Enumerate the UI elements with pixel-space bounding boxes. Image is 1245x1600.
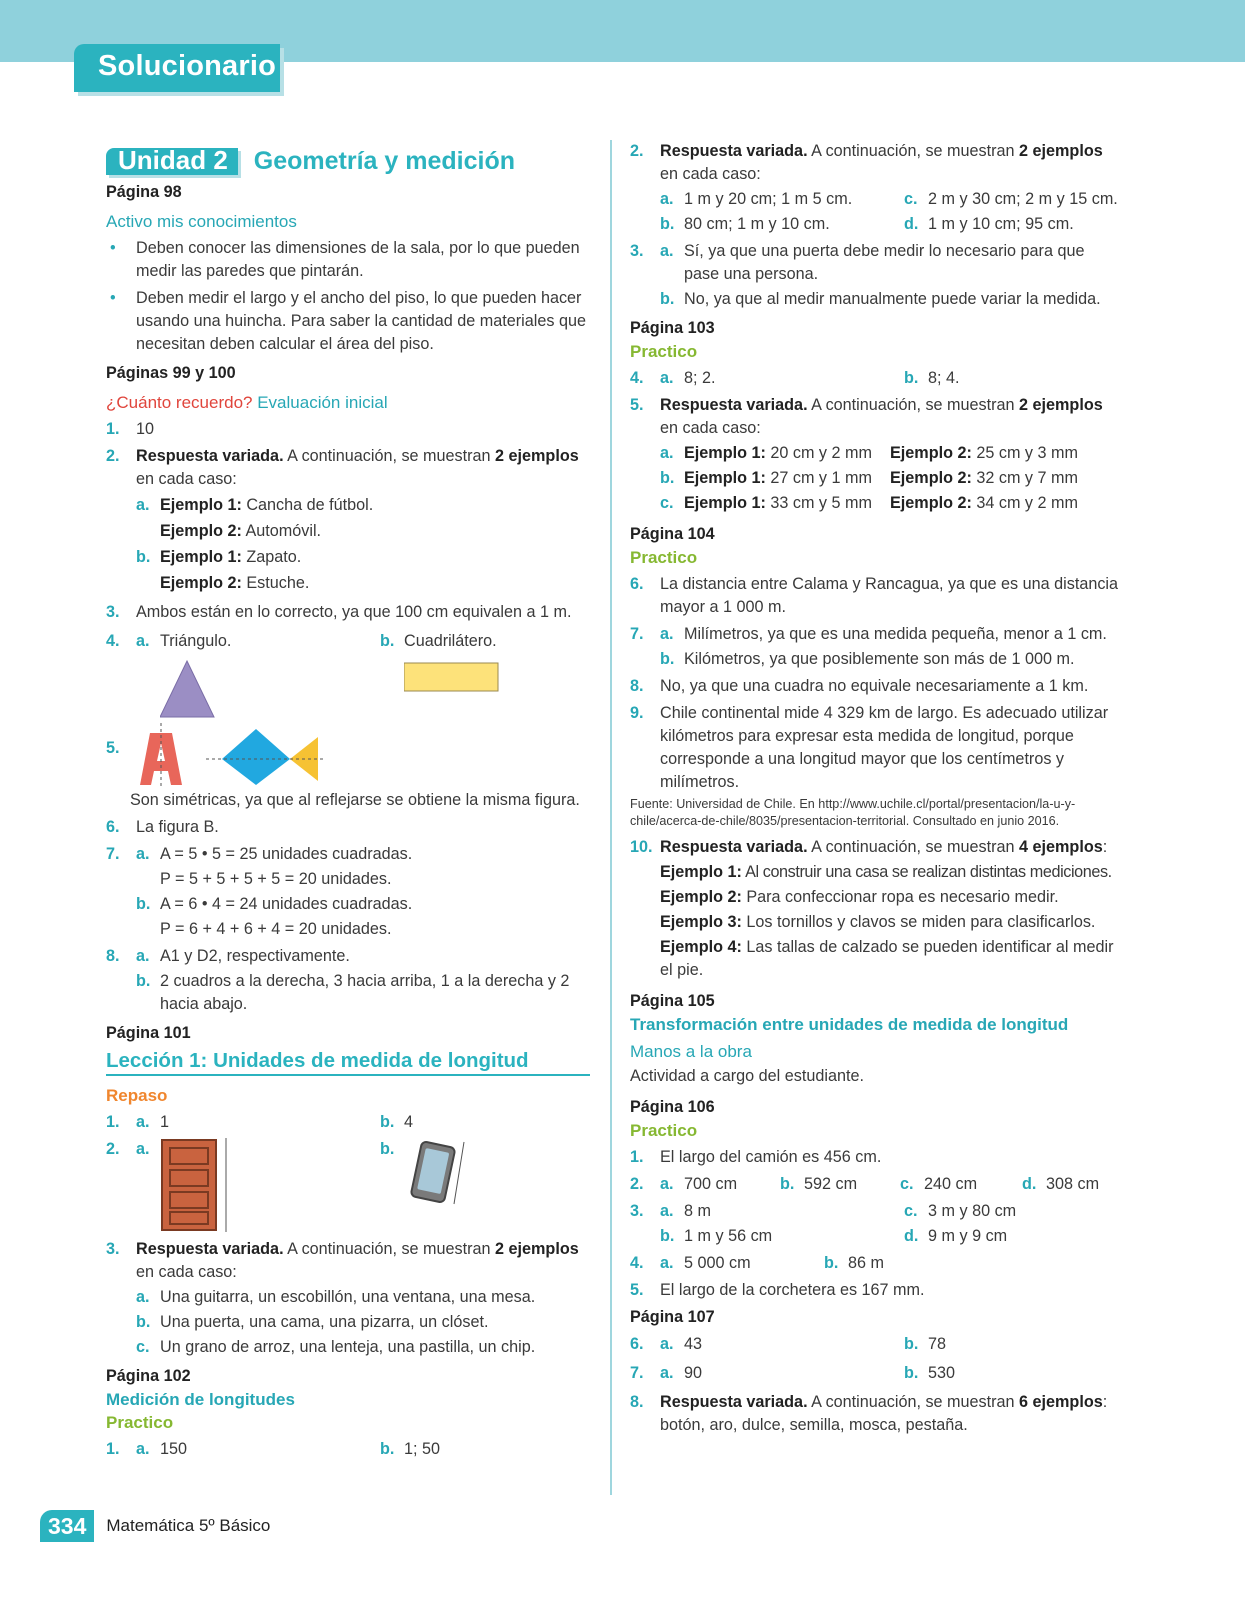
source-note: Fuente: Universidad de Chile. En http://www.uchile.cl/portal/presentacion/la-u-y-chile/acerca-de-chile/8035/presentacion-territorial. Consultado en junio 2016.	[630, 797, 1076, 828]
page-ref: Página 104	[630, 525, 715, 543]
sub-answer: a. 5 000 cm	[660, 1254, 751, 1272]
sub-answer: a. 1	[136, 1113, 170, 1131]
answer-item: 10. Respuesta variada. A continuación, se muestran 4 ejemplos: Ejemplo 1: Al construir una casa se realizan distintas mediciones. Ejemplo 2: Para confeccionar ropa es necesario medir. Ejemplo 3: Los tornillos y clavos se miden para clasificarlos. Ejemplo 4: Las tallas de calzado se pueden identificar al medir el pie.	[630, 836, 1120, 982]
answer-item: 8. Respuesta variada. A continuación, se muestran 6 ejemplos: botón, aro, dulce, semilla, mosca, pestaña.	[630, 1391, 1120, 1437]
answer-item: 3. Respuesta variada. A continuación, se muestran 2 ejemplos en cada caso: a. Una guitarra, un escobillón, una ventana, una mesa. b. Una puerta, una cama, una pizarra, un clóset. c. Un grano de arroz, una lenteja, una pastilla, un chip.	[106, 1238, 590, 1359]
answer-item: 6. La distancia entre Calama y Rancagua, ya que es una distancia mayor a 1 000 m.	[630, 575, 1119, 616]
example-line: botón, aro, dulce, semilla, mosca, pestaña.	[660, 1416, 968, 1434]
sub-answer: c. 2 m y 30 cm; 2 m y 15 cm.	[904, 190, 1118, 208]
sub-answer: b. 1 m y 56 cm	[660, 1227, 773, 1245]
example-line: Ejemplo 4: Las tallas de calzado se pueden identificar al medir el pie.	[660, 938, 1114, 979]
section-title: Practico	[630, 342, 698, 361]
sub-answer: b. Ejemplo 1: Zapato.	[136, 548, 302, 566]
answer-item: 2. Respuesta variada. A continuación, se muestran 2 ejemplos en cada caso: a. 1 m y 20 cm; 1 m 5 cm. c. 2 m y 30 cm; 2 m y 15 cm. b. 80 cm; 1 m y 10 cm. d. 1 m y 10 cm; 95 cm.	[630, 140, 1120, 236]
answer-item: 1. a. 1 b. 4	[106, 1111, 590, 1134]
sub-answer: b. Cuadrilátero.	[380, 630, 514, 721]
section-title: Practico	[630, 548, 698, 567]
sub-answer: a. Triángulo.	[136, 630, 380, 721]
sub-answer: b. A = 6 • 4 = 24 unidades cuadradas.	[136, 895, 413, 913]
example-line: Ejemplo 3: Los tornillos y clavos se miden para clasificarlos.	[660, 913, 1096, 931]
page-ref: Página 106	[630, 1098, 715, 1116]
answer-item: 2. a. b.	[106, 1138, 590, 1234]
page-ref: Páginas 99 y 100	[106, 364, 236, 382]
page-ref: Página 98	[106, 183, 182, 201]
lesson-title: Lección 1: Unidades de medida de longitud	[106, 1049, 590, 1076]
answer-item: 4. a. 8; 2. b. 8; 4.	[630, 367, 1120, 390]
answer-item: 4. a. 5 000 cm b. 86 m	[630, 1252, 1120, 1275]
quadrilateral-figure	[404, 661, 514, 701]
sub-answer: Ejemplo 2: Estuche.	[160, 574, 310, 592]
example-line: Ejemplo 2: Para confeccionar ropa es necesario medir.	[660, 888, 1059, 906]
sub-answer: a. 8 m	[660, 1202, 711, 1220]
answer-item: 3. a. Sí, ya que una puerta debe medir lo necesario para que pase una persona. b. No, ya que al medir manualmente puede variar la medida.	[630, 240, 1120, 311]
sub-answer: c. Un grano de arroz, una lenteja, una pastilla, un chip.	[136, 1338, 536, 1356]
right-column	[630, 140, 1120, 1437]
sub-answer: b. 592 cm	[780, 1175, 858, 1193]
answer-item: 1. a. 150 b. 1; 50	[106, 1438, 590, 1461]
answer-item: 7. a. Milímetros, ya que es una medida pequeña, menor a 1 cm. b. Kilómetros, ya que posiblemente son más de 1 000 m.	[630, 623, 1120, 671]
answer-text: Son simétricas, ya que al reflejarse se obtiene la misma figura.	[130, 791, 580, 809]
page-ref: Página 105	[630, 992, 715, 1010]
answer-item: 6. a. 43 b. 78	[630, 1333, 1120, 1356]
sub-answer: b. No, ya que al medir manualmente puede variar la medida.	[660, 290, 1101, 308]
page-ref: Página 103	[630, 319, 715, 337]
sub-answer: a. 150	[136, 1440, 188, 1458]
sub-answer: P = 5 + 5 + 5 + 5 = 20 unidades.	[160, 870, 392, 888]
sub-answer: a. 90	[660, 1364, 703, 1382]
sub-answer: a. 8; 2.	[660, 369, 716, 387]
sub-answer: a. A = 5 • 5 = 25 unidades cuadradas.	[136, 845, 413, 863]
sub-answer: b. 78	[904, 1335, 947, 1353]
answer-item: 2. a. 700 cm b. 592 cm c. 240 cm d. 308 cm	[630, 1173, 1120, 1196]
example-line: Ejemplo 1: Al construir una casa se realizan distintas mediciones.	[660, 863, 1112, 881]
sub-answer: b. 1; 50	[380, 1440, 441, 1458]
sub-answer: b. 8; 4.	[904, 369, 960, 387]
bullet-item: • Deben conocer las dimensiones de la sala, por lo que pueden medir las paredes que pintarán.	[110, 239, 580, 280]
sub-answer: d. 308 cm	[1022, 1175, 1100, 1193]
sub-answer: b. 530	[904, 1364, 956, 1382]
section-title: Repaso	[106, 1086, 168, 1105]
bullet-item: • Deben medir el largo y el ancho del piso, lo que pueden hacer usando una huincha. Para saber la cantidad de materiales que necesitan deben calcular el área del piso.	[110, 289, 586, 353]
phone-icon	[404, 1138, 474, 1208]
sub-answer: Ejemplo 2: Automóvil.	[160, 522, 322, 540]
bullet-icon: •	[110, 239, 116, 257]
column-divider	[610, 140, 612, 1495]
sub-answer: c. 3 m y 80 cm	[904, 1202, 1017, 1220]
answer-item: 5. El largo de la corchetera es 167 mm.	[630, 1281, 925, 1299]
answer-item: 2. Respuesta variada. A continuación, se muestran 2 ejemplos en cada caso: a. Ejemplo 1: Cancha de fútbol. Ejemplo 2: Automóvil. b. Ejemplo 1: Zapato. Ejemplo 2: Estuche.	[106, 445, 590, 595]
page-number: 334	[40, 1510, 94, 1542]
section-title: Manos a la obra	[630, 1042, 752, 1061]
answer-item: 1. El largo del camión es 456 cm.	[630, 1148, 882, 1166]
sub-answer: a. 1 m y 20 cm; 1 m 5 cm.	[660, 190, 853, 208]
triangle-figure	[160, 659, 240, 721]
sub-answer: a. Milímetros, ya que es una medida pequeña, menor a 1 cm.	[660, 625, 1107, 643]
sub-answer: a.	[136, 1138, 380, 1234]
sub-answer: a. Sí, ya que una puerta debe medir lo necesario para que pase una persona.	[660, 242, 1085, 283]
sub-answer: a. Ejemplo 1: 20 cm y 2 mm	[660, 444, 872, 462]
sub-answer: b. 80 cm; 1 m y 10 cm.	[660, 215, 830, 233]
left-column	[106, 140, 590, 1461]
sub-answer: d. 1 m y 10 cm; 95 cm.	[904, 215, 1074, 233]
answer-item: 7. a. 90 b. 530	[630, 1362, 1120, 1385]
answer-item: 3. Ambos están en lo correcto, ya que 100 cm equivalen a 1 m.	[106, 603, 572, 621]
sub-answer: c. 240 cm	[900, 1175, 978, 1193]
sub-answer: b. Ejemplo 1: 27 cm y 1 mm	[660, 469, 872, 487]
section-title: Transformación entre unidades de medida de longitud	[630, 1015, 1069, 1034]
symmetry-figures	[136, 723, 356, 789]
section-title: Medición de longitudes	[106, 1390, 295, 1409]
answer-item: 1. 10	[106, 420, 155, 438]
section-title: Practico	[630, 1121, 698, 1140]
page-ref: Página 101	[106, 1024, 191, 1042]
page-footer	[40, 1510, 270, 1542]
solucionario-banner	[74, 44, 280, 92]
sub-answer: Ejemplo 2: 34 cm y 2 mm	[890, 494, 1078, 512]
door-icon	[160, 1138, 240, 1234]
sub-answer: a. Una guitarra, un escobillón, una ventana, una mesa.	[136, 1288, 536, 1306]
bullet-icon: •	[110, 289, 116, 307]
sub-answer: d. 9 m y 9 cm	[904, 1227, 1008, 1245]
banner-title: Solucionario	[98, 50, 277, 82]
sub-answer: b. Kilómetros, ya que posiblemente son más de 1 000 m.	[660, 650, 1075, 668]
answer-text: Actividad a cargo del estudiante.	[630, 1067, 864, 1085]
unit-heading	[106, 145, 590, 175]
sub-answer: a. 43	[660, 1335, 703, 1353]
sub-answer: P = 6 + 4 + 6 + 4 = 20 unidades.	[160, 920, 392, 938]
sub-answer: Ejemplo 2: 25 cm y 3 mm	[890, 444, 1078, 462]
answer-item: 7. a. A = 5 • 5 = 25 unidades cuadradas. P = 5 + 5 + 5 + 5 = 20 unidades. b. A = 6 • 4 = 24 unidades cuadradas. P = 6 + 4 + 6 + 4 = 20 unidades.	[106, 843, 590, 941]
page-ref: Página 102	[106, 1367, 191, 1385]
sub-answer: Ejemplo 2: 32 cm y 7 mm	[890, 469, 1078, 487]
sub-answer: a. Ejemplo 1: Cancha de fútbol.	[136, 496, 374, 514]
unit-badge: Unidad 2	[106, 148, 238, 175]
section-title: Practico	[106, 1413, 174, 1432]
book-title: Matemática 5º Básico	[106, 1516, 271, 1535]
section-title: Activo mis conocimientos	[106, 212, 297, 231]
sub-answer: b. 2 cuadros a la derecha, 3 hacia arriba, 1 a la derecha y 2 hacia abajo.	[136, 972, 570, 1013]
sub-answer: c. Ejemplo 1: 33 cm y 5 mm	[660, 494, 872, 512]
answer-item: 5.	[106, 723, 590, 789]
page-ref: Página 107	[630, 1308, 715, 1326]
answer-item: 9. Chile continental mide 4 329 km de largo. Es adecuado utilizar kilómetros para expresar esta medida de longitud, porque corresponde a una longitud mayor que los centímetros y milímetros.	[630, 704, 1109, 791]
answer-item: 3. a. 8 m c. 3 m y 80 cm b. 1 m y 56 cm d. 9 m y 9 cm	[630, 1200, 1120, 1248]
answer-item: 6. La figura B.	[106, 818, 219, 836]
sub-answer: a. 700 cm	[660, 1175, 738, 1193]
answer-item: 4. a. Triángulo. b. Cuadrilátero.	[106, 630, 590, 721]
answer-item: 5. Respuesta variada. A continuación, se muestran 2 ejemplos en cada caso: a. Ejemplo 1: 20 cm y 2 mm Ejemplo 2: 25 cm y 3 mm b. Ejemplo 1: 27 cm y 1 mm Ejemplo 2: 32 cm y 7 mm c. Ejemplo 1: 33 cm y 5 mm Ejemplo 2: 34 cm y 2 mm	[630, 394, 1120, 515]
sub-answer: a. A1 y D2, respectivamente.	[136, 947, 350, 965]
sub-answer: b.	[380, 1138, 474, 1234]
section-title: ¿Cuánto recuerdo? Evaluación inicial	[106, 393, 388, 412]
answer-item: 8. a. A1 y D2, respectivamente. b. 2 cuadros a la derecha, 3 hacia arriba, 1 a la derecha y 2 hacia abajo.	[106, 945, 590, 1016]
answer-item: 8. No, ya que una cuadra no equivale necesariamente a 1 km.	[630, 677, 1089, 695]
unit-title: Geometría y medición	[253, 147, 515, 175]
sub-answer: b. 4	[380, 1113, 414, 1131]
sub-answer: b. 86 m	[824, 1254, 884, 1272]
sub-answer: b. Una puerta, una cama, una pizarra, un clóset.	[136, 1313, 489, 1331]
